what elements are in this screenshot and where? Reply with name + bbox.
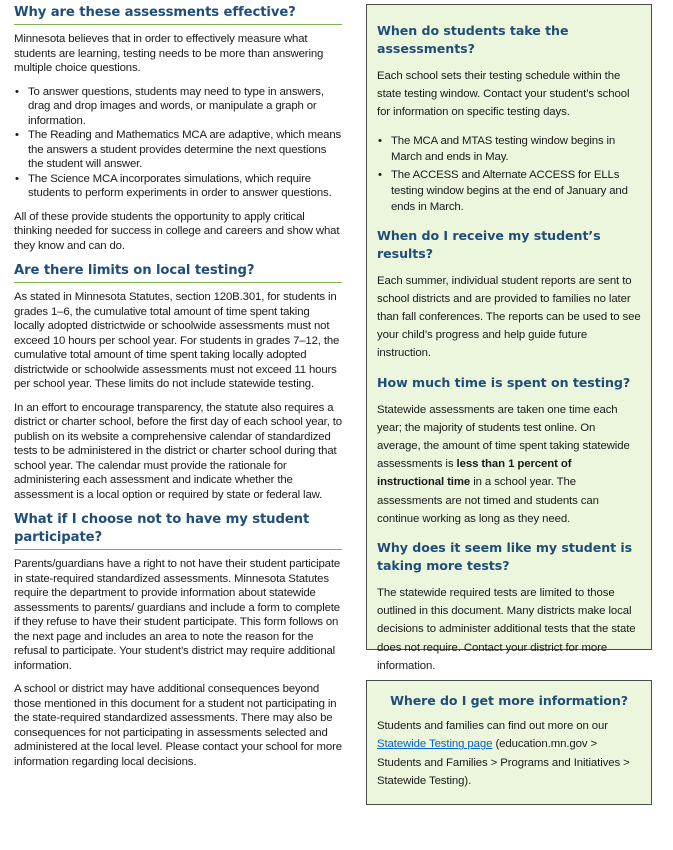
paragraph: A school or district may have additional consequences beyond those mentioned in this document for a student not participating in the state-required standardized assessments. There may also be consequences for not participating in assessments selected and administered at the local level. Please contact your school for more information regarding local decisions. [14,683,342,768]
right-column [366,4,652,805]
section-heading-opt-out: What if I choose not to have my student participate? [14,511,342,550]
faq-heading-when-take: When do students take the assessments? [377,23,569,56]
statewide-testing-link[interactable]: Statewide Testing page [377,738,493,751]
list-item: • The MCA and MTAS testing window begins in March and ends in May. [377,133,641,165]
paragraph: As stated in Minnesota Statutes, section 120B.301, for students in grades 1–6, the cumulative total amount of time spent taking locally adopted districtwide or schoolwide assessments must not exceed 10 hours per school year. For students in grades 7–12, the cumulative total amount of time spent taking locally adopted districtwide or schoolwide assessments must not exceed 11 hours per school year. These limits do not include statewide testing. [14,291,340,390]
more-info-box [366,680,652,805]
section-opt-out [14,511,342,769]
paragraph: Each summer, individual student reports are sent to school districts and are provided to families no later than fall conferences. The reports can be used to see your child’s progress and help guide future instruction. [377,274,641,360]
section-heading-local-testing-limits: Are there limits on local testing? [14,262,342,283]
list-item: • The ACCESS and Alternate ACCESS for ELLs testing window begins at the end of January and ends in March. [377,167,641,215]
bullet-list [14,85,342,201]
paragraph: The statewide required tests are limited to those outlined in this document. Many districts make local decisions to administer additional tests that the state does not require. Contact your district for more information. [377,587,636,672]
paragraph [377,401,641,528]
faq-heading-time-spent: How much time is spent on testing? [377,374,631,390]
paragraph: Minnesota believes that in order to effectively measure what students are learning, testing needs to be more than answering multiple choice questions. [14,33,324,74]
paragraph: Parents/guardians have a right to not have their student participate in state-required standardized assessments. Minnesota Statutes require the department to provide information about statewide assessments to parents/ guardians and include a form to complete if they refuse to have their student participate. This form follows on the next page and includes an area to note the reason for the refusal to participate. Your student’s district may require additional information. [14,558,341,672]
section-local-testing-limits [14,262,342,502]
text-run: in a school year. The assessments are not timed and students can continue working as long as they need. [377,476,599,525]
text-run: Students and families can find out more on our [377,720,608,732]
section-heading-why-effective: Why are these assessments effective? [14,4,342,25]
paragraph: In an effort to encourage transparency, the statute also requires a district or charter school, before the first day of each school year, to publish on its website a comprehensive calendar of standardized tests to be administered in the district or charter school during that school year. The calendar must provide the rationale for administering each assessment and indicate whether the assessment is a local option or required by state or federal law. [14,401,342,501]
paragraph: All of these provide students the opportunity to apply critical thinking needed for success in college and careers and show what they know and can do. [14,210,340,252]
bullet-list [377,133,641,215]
list-item: • The Reading and Mathematics MCA are adaptive, which means the answers a student provides determine the next questions the student will answer. [14,128,342,172]
text-run: Statewide assessments are taken one time each year; the majority of students test online. On average, the amount of time spent taking statewide assessments is [377,403,630,471]
more-info-heading: Where do I get more information? [390,693,628,708]
list-item: • To answer questions, students may need to type in answers, drag and drop images and words, or manipulate a graph or information. [14,85,342,129]
faq-heading-results: When do I receive my student’s results? [377,227,601,261]
left-column [14,4,342,778]
list-item: • The Science MCA incorporates simulations, which require students to perform experiments in order to answer questions. [14,172,342,201]
bold-text: less than 1 percent of instructional time [377,458,572,489]
text-run: (education.mn.gov > Students and Families > Programs and Initiatives > Statewide Testing). [377,738,630,788]
faq-heading-more-tests: Why does it seem like my student is taking more tests? [377,540,633,574]
paragraph [377,717,641,791]
section-why-effective [14,4,342,253]
faq-box [366,4,652,672]
paragraph: Each school sets their testing schedule within the state testing window. Contact your student’s school for information on specific testing days. [377,70,630,119]
